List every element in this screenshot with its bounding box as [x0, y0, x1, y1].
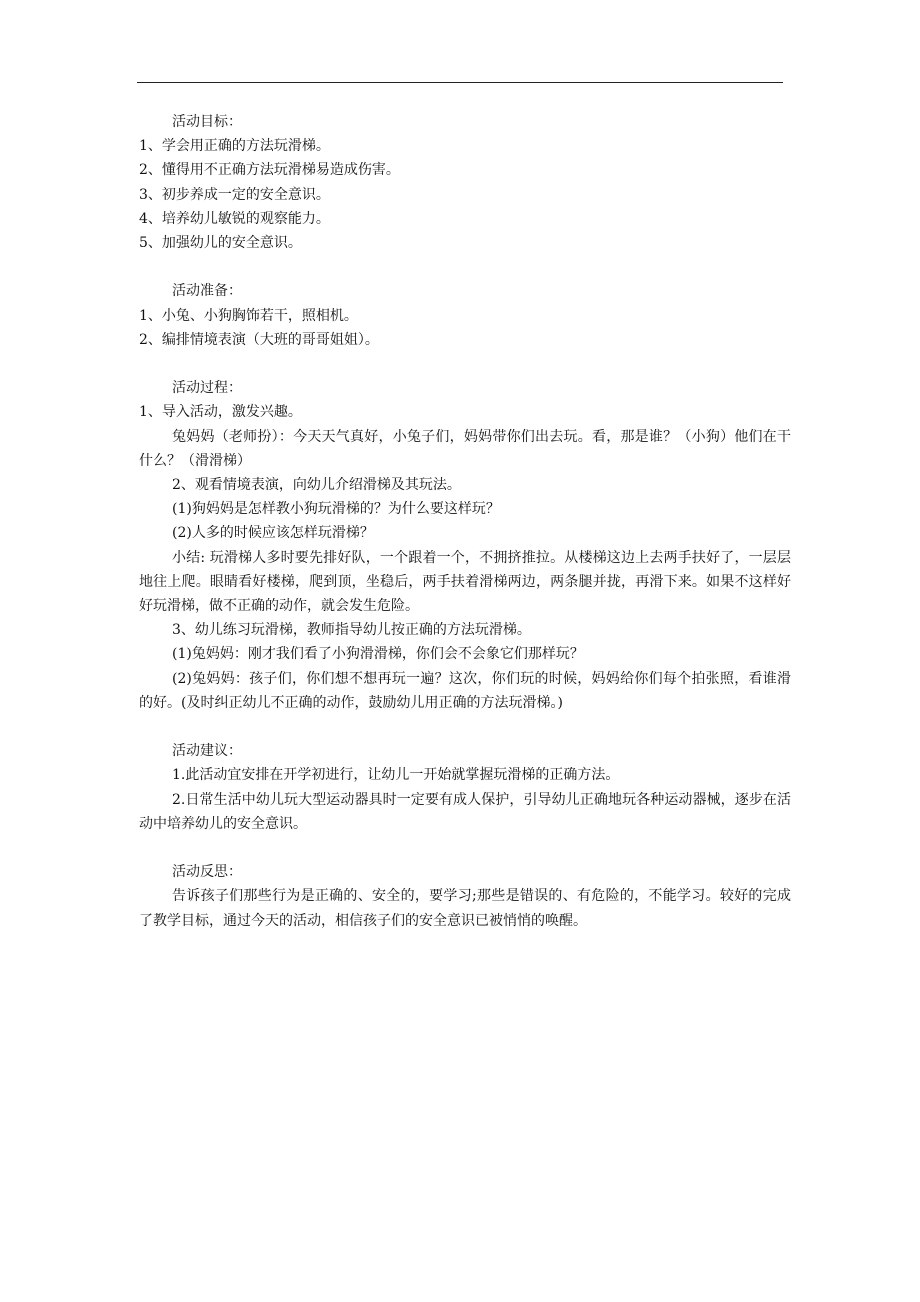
suggestion-item-1: 1.此活动宜安排在开学初进行，让幼儿一开始就掌握玩滑梯的正确方法。 — [172, 767, 620, 784]
process-summary: 小结: 玩滑梯人多时要先排好队，一个跟着一个，不拥挤推拉。从楼梯这边上去两手扶好了，一层层地往上爬。眼睛看好楼梯，爬到顶，坐稳后，两手扶着滑梯两边，两条腿并拢，再滑下来。如果不这样好好玩滑梯，做不正确的动作，就会发生危险。 — [139, 549, 791, 615]
reflection-text: 告诉孩子们那些行为是正确的、安全的，要学习;那些是错误的、有危险的，不能学习。较好的完成了教学目标，通过今天的活动，相信孩子们的安全意识已被悄悄的唤醒。 — [139, 888, 791, 929]
process-step-1: 1、导入活动，激发兴趣。 — [139, 404, 302, 421]
preparation-item-1: 1、小兔、小狗胸饰若干，照相机。 — [139, 307, 358, 324]
section-process — [139, 376, 791, 715]
goal-item-4: 4、培养幼儿敏锐的观察能力。 — [139, 210, 330, 227]
process-question-2: (2)人多的时候应该怎样玩滑梯？ — [172, 525, 374, 542]
process-heading: 活动过程： — [172, 380, 242, 397]
reflection-heading: 活动反思： — [172, 864, 242, 881]
goal-item-3: 3、初步养成一定的安全意识。 — [139, 186, 330, 203]
goal-item-2: 2、懂得用不正确方法玩滑梯易造成伤害。 — [139, 162, 400, 179]
process-step-2: 2、观看情境表演，向幼儿介绍滑梯及其玩法。 — [172, 477, 461, 494]
process-question-1: (1)狗妈妈是怎样教小狗玩滑梯的？为什么要这样玩？ — [172, 501, 500, 518]
document-body — [139, 110, 791, 957]
goal-item-5: 5、加强幼儿的安全意识。 — [139, 235, 302, 252]
suggestion-item-2: 2.日常生活中幼儿玩大型运动器具时一定要有成人保护，引导幼儿正确地玩各种运动器械，逐步在活动中培养幼儿的安全意识。 — [139, 791, 791, 832]
process-step-3: 3、幼儿练习玩滑梯，教师指导幼儿按正确的方法玩滑梯。 — [172, 622, 531, 639]
process-step-1-dialog: 兔妈妈（老师扮）：今天天气真好，小兔子们，妈妈带你们出去玩。看，那是谁？（小狗）他们在干什么？（滑滑梯） — [139, 428, 791, 469]
section-goals — [139, 110, 791, 255]
goal-item-1: 1、学会用正确的方法玩滑梯。 — [139, 138, 330, 155]
preparation-item-2: 2、编排情境表演（大班的哥哥姐姐）。 — [139, 331, 379, 348]
process-substep-2: (2)兔妈妈：孩子们，你们想不想再玩一遍？这次，你们玩的时候，妈妈给你们每个拍张照，看谁滑的好。(及时纠正幼儿不正确的动作，鼓励幼儿用正确的方法玩滑梯。) — [139, 670, 791, 711]
suggestions-heading: 活动建议： — [172, 743, 242, 760]
section-suggestions — [139, 739, 791, 836]
section-reflection — [139, 860, 791, 933]
section-preparation — [139, 279, 791, 352]
header-rule — [137, 82, 783, 83]
goals-heading: 活动目标： — [172, 114, 242, 130]
preparation-heading: 活动准备： — [172, 283, 242, 300]
process-substep-1: (1)兔妈妈：刚才我们看了小狗滑滑梯，你们会不会象它们那样玩？ — [172, 646, 584, 663]
